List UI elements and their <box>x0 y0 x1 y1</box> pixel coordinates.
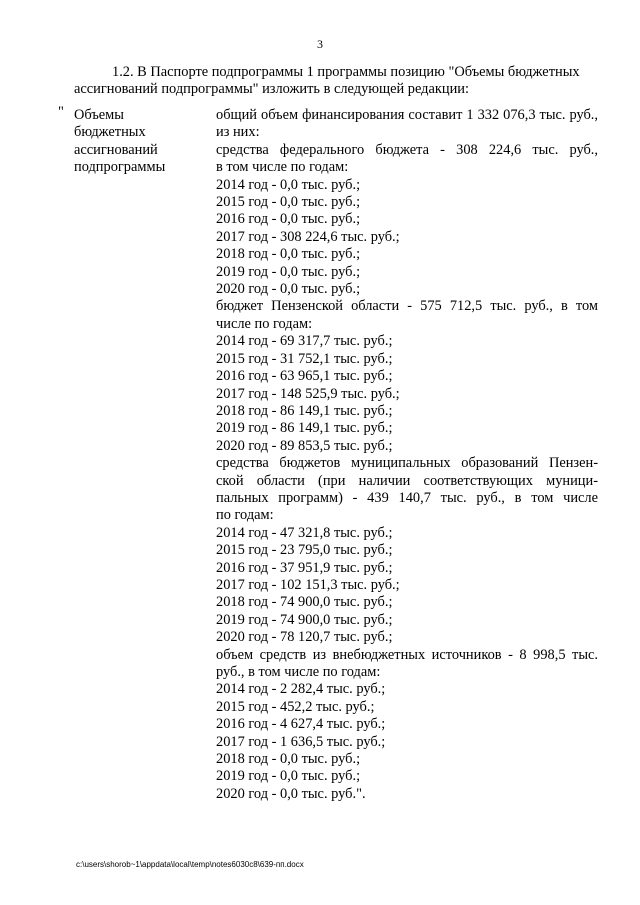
funding-line: 2014 год - 69 317,7 тыс. руб.; <box>216 333 393 350</box>
position-label <box>74 107 214 177</box>
label-line: ассигнований <box>74 141 158 158</box>
funding-line: 2018 год - 74 900,0 тыс. руб.; <box>216 594 393 611</box>
label-line: подпрограммы <box>74 159 166 176</box>
funding-line: 2020 год - 89 853,5 тыс. руб.; <box>216 437 393 454</box>
label-line: Объемы <box>74 107 124 123</box>
funding-line: 2019 год - 0,0 тыс. руб.; <box>216 768 361 785</box>
funding-line: руб., в том числе по годам: <box>216 664 381 680</box>
funding-line: пальных программ) - 439 140,7 тыс. руб., в том числе <box>216 489 598 506</box>
funding-line: 2018 год - 0,0 тыс. руб.; <box>216 751 361 768</box>
funding-line: из них: <box>216 124 260 141</box>
funding-line: 2018 год - 0,0 тыс. руб.; <box>216 246 361 263</box>
funding-details <box>216 107 598 803</box>
funding-line: в том числе по годам: <box>216 159 349 176</box>
funding-line: 2018 год - 86 149,1 тыс. руб.; <box>216 402 393 419</box>
intro-line: 1.2. В Паспорте подпрограммы 1 программы позицию "Объемы бюджетных <box>112 64 580 80</box>
funding-line: числе по годам: <box>216 315 313 332</box>
intro-line: ассигнований подпрограммы" изложить в следующей редакции: <box>74 81 469 98</box>
funding-line: 2016 год - 4 627,4 тыс. руб.; <box>216 716 386 733</box>
funding-line: ской области (при наличии соответствующих муници- <box>216 472 598 489</box>
funding-line: 2017 год - 308 224,6 тыс. руб.; <box>216 228 400 245</box>
intro-paragraph <box>74 64 598 99</box>
funding-line: 2016 год - 37 951,9 тыс. руб.; <box>216 559 393 576</box>
funding-line: 2015 год - 31 752,1 тыс. руб.; <box>216 350 393 367</box>
funding-line: 2020 год - 0,0 тыс. руб.; <box>216 281 361 298</box>
funding-line: 2016 год - 63 965,1 тыс. руб.; <box>216 368 393 385</box>
label-line: бюджетных <box>74 124 146 141</box>
funding-line: 2014 год - 47 321,8 тыс. руб.; <box>216 524 393 541</box>
funding-line: 2016 год - 0,0 тыс. руб.; <box>216 211 361 228</box>
funding-line: 2015 год - 452,2 тыс. руб.; <box>216 698 375 715</box>
funding-line: по годам: <box>216 507 274 524</box>
funding-line: общий объем финансирования составит 1 332 076,3 тыс. руб., <box>216 107 598 123</box>
funding-line: 2015 год - 23 795,0 тыс. руб.; <box>216 542 393 559</box>
funding-line: бюджет Пензенской области - 575 712,5 тыс. руб., в том <box>216 298 598 315</box>
funding-line: 2017 год - 1 636,5 тыс. руб.; <box>216 733 386 750</box>
funding-line: 2017 год - 148 525,9 тыс. руб.; <box>216 385 400 402</box>
funding-line: 2017 год - 102 151,3 тыс. руб.; <box>216 576 400 593</box>
funding-line: 2020 год - 0,0 тыс. руб.". <box>216 785 366 802</box>
funding-line: объем средств из внебюджетных источников - 8 998,5 тыс. <box>216 646 598 663</box>
funding-line: 2014 год - 2 282,4 тыс. руб.; <box>216 681 386 698</box>
funding-line: 2019 год - 0,0 тыс. руб.; <box>216 263 361 280</box>
funding-line: 2015 год - 0,0 тыс. руб.; <box>216 194 361 211</box>
funding-line: 2019 год - 74 900,0 тыс. руб.; <box>216 611 393 628</box>
page-number: 3 <box>317 37 323 51</box>
footer-file-path: c:\users\shorob~1\appdata\local\temp\notes6030c8\639-пп.docx <box>76 860 304 869</box>
funding-line: 2020 год - 78 120,7 тыс. руб.; <box>216 629 393 646</box>
funding-line: 2019 год - 86 149,1 тыс. руб.; <box>216 420 393 437</box>
funding-line: 2014 год - 0,0 тыс. руб.; <box>216 176 361 193</box>
funding-line: средства бюджетов муниципальных образований Пензен- <box>216 455 598 472</box>
funding-line: средства федерального бюджета - 308 224,6 тыс. руб., <box>216 141 598 158</box>
opening-quote: " <box>58 104 64 120</box>
